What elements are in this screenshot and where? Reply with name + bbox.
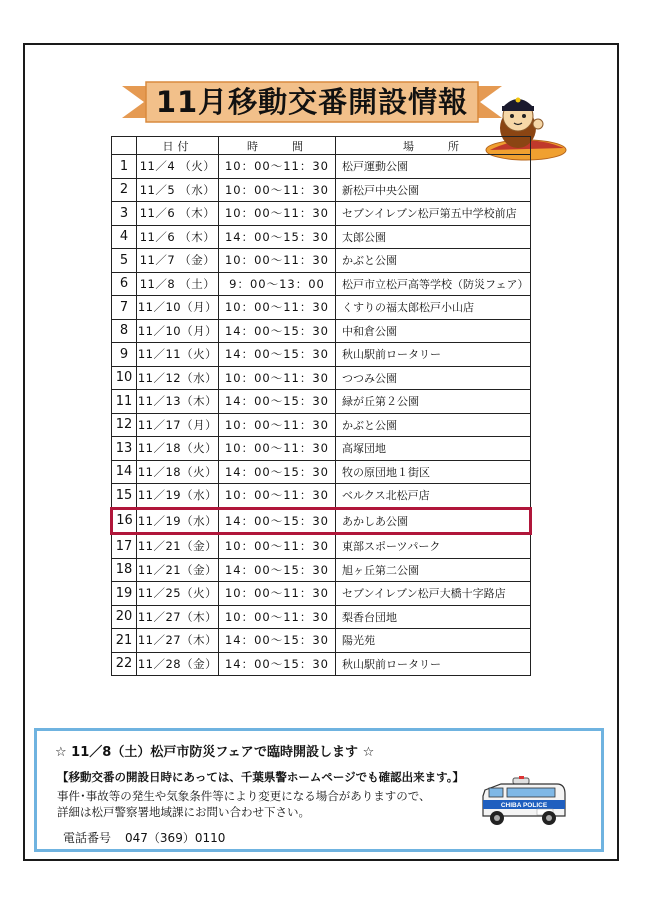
cell-no: 11	[112, 390, 137, 414]
cell-place: 松戸運動公園	[336, 155, 531, 179]
cell-time: 10：00～11：30	[219, 413, 336, 437]
cell-time: 10：00～11：30	[219, 155, 336, 179]
cell-time: 14：00～15：30	[219, 629, 336, 653]
cell-date: 11／21（金）	[137, 558, 219, 582]
cell-no: 21	[112, 629, 137, 653]
cell-no: 17	[112, 534, 137, 559]
cell-no: 10	[112, 366, 137, 390]
header-date: 日付	[137, 137, 219, 155]
cell-date: 11／21（金）	[137, 534, 219, 559]
cell-date: 11／17（月）	[137, 413, 219, 437]
table-row	[112, 582, 531, 606]
cell-place: 秋山駅前ロータリー	[336, 652, 531, 676]
cell-date: 11／6 （木）	[137, 202, 219, 226]
cell-place: つつみ公園	[336, 366, 531, 390]
cell-no: 19	[112, 582, 137, 606]
cell-time: 14：00～15：30	[219, 343, 336, 367]
table-row	[112, 343, 531, 367]
cell-time: 10：00～11：30	[219, 437, 336, 461]
cell-no: 1	[112, 155, 137, 179]
police-car-icon	[479, 776, 569, 832]
header-no	[112, 137, 137, 155]
cell-date: 11／19（水）	[137, 484, 219, 509]
table-row	[112, 390, 531, 414]
cell-no: 2	[112, 178, 137, 202]
cell-no: 4	[112, 225, 137, 249]
car-label: CHIBA POLICE	[500, 802, 548, 809]
cell-place: あかしあ公園	[336, 508, 531, 534]
table-header-row	[112, 137, 531, 155]
cell-date: 11／18（火）	[137, 437, 219, 461]
cell-time: 14：00～15：30	[219, 319, 336, 343]
cell-date: 11／7 （金）	[137, 249, 219, 273]
phone-label: 電話番号	[63, 831, 112, 845]
cell-place: 秋山駅前ロータリー	[336, 343, 531, 367]
cell-time: 14：00～15：30	[219, 558, 336, 582]
cell-time: 10：00～11：30	[219, 178, 336, 202]
cell-place: くすりの福太郎松戸小山店	[336, 296, 531, 320]
table-row	[112, 296, 531, 320]
cell-no: 13	[112, 437, 137, 461]
cell-date: 11／12（水）	[137, 366, 219, 390]
cell-place: 旭ヶ丘第二公園	[336, 558, 531, 582]
notice-headline: ☆ 11／8（土）松戸市防災フェアで臨時開設します ☆	[55, 745, 375, 760]
cell-no: 15	[112, 484, 137, 509]
cell-date: 11／10（月）	[137, 319, 219, 343]
cell-no: 5	[112, 249, 137, 273]
cell-date: 11／6 （木）	[137, 225, 219, 249]
cell-place: セブンイレブン松戸第五中学校前店	[336, 202, 531, 226]
cell-place: 太郎公園	[336, 225, 531, 249]
cell-time: 14：00～15：30	[219, 390, 336, 414]
cell-date: 11／27（木）	[137, 629, 219, 653]
cell-place: 新松戸中央公園	[336, 178, 531, 202]
cell-no: 3	[112, 202, 137, 226]
cell-date: 11／11（火）	[137, 343, 219, 367]
notice-box	[34, 728, 604, 852]
table-row	[112, 460, 531, 484]
cell-no: 8	[112, 319, 137, 343]
cell-no: 7	[112, 296, 137, 320]
cell-place: ベルクス北松戸店	[336, 484, 531, 509]
cell-date: 11／25（火）	[137, 582, 219, 606]
cell-time: 14：00～15：30	[219, 225, 336, 249]
table-row	[112, 249, 531, 273]
cell-time: 14：00～15：30	[219, 460, 336, 484]
table-row	[112, 534, 531, 559]
cell-place: 中和倉公園	[336, 319, 531, 343]
header-place: 場 所	[336, 137, 531, 155]
table-row	[112, 178, 531, 202]
cell-time: 14：00～15：30	[219, 652, 336, 676]
notice-line-website: 【移動交番の開設日時にあっては、千葉県警ホームページでも確認出来ます。】	[57, 770, 464, 784]
table-row	[112, 319, 531, 343]
table-row	[112, 437, 531, 461]
title-banner	[122, 80, 502, 124]
table-row	[112, 508, 531, 534]
table-row	[112, 652, 531, 676]
cell-time: 9：00～13：00	[219, 272, 336, 296]
schedule-table	[110, 136, 532, 676]
cell-time: 10：00～11：30	[219, 202, 336, 226]
cell-no: 12	[112, 413, 137, 437]
cell-place: セブンイレブン松戸大橋十字路店	[336, 582, 531, 606]
cell-date: 11／4 （火）	[137, 155, 219, 179]
cell-no: 16	[112, 508, 137, 534]
table-row	[112, 558, 531, 582]
cell-place: 緑が丘第２公園	[336, 390, 531, 414]
notice-line-contact: 詳細は松戸警察署地域課にお問い合わせ下さい。	[57, 805, 310, 819]
cell-time: 10：00～11：30	[219, 366, 336, 390]
cell-place: 梨香台団地	[336, 605, 531, 629]
table-row	[112, 272, 531, 296]
cell-no: 9	[112, 343, 137, 367]
table-row	[112, 605, 531, 629]
cell-no: 18	[112, 558, 137, 582]
table-row	[112, 629, 531, 653]
cell-place: かぶと公園	[336, 413, 531, 437]
cell-no: 6	[112, 272, 137, 296]
phone-info	[63, 829, 225, 846]
cell-place: 松戸市立松戸高等学校（防災フェア）	[336, 272, 531, 296]
table-row	[112, 484, 531, 509]
cell-time: 10：00～11：30	[219, 296, 336, 320]
cell-time: 10：00～11：30	[219, 534, 336, 559]
cell-date: 11／5 （水）	[137, 178, 219, 202]
cell-place: かぶと公園	[336, 249, 531, 273]
cell-place: 牧の原団地１街区	[336, 460, 531, 484]
notice-line-changes: 事件･事故等の発生や気象条件等により変更になる場合がありますので、	[57, 789, 431, 803]
cell-time: 10：00～11：30	[219, 605, 336, 629]
cell-date: 11／10（月）	[137, 296, 219, 320]
cell-no: 14	[112, 460, 137, 484]
phone-number: 047（369）0110	[125, 831, 226, 845]
cell-place: 陽光苑	[336, 629, 531, 653]
cell-place: 高塚団地	[336, 437, 531, 461]
cell-time: 10：00～11：30	[219, 582, 336, 606]
cell-date: 11／19（水）	[137, 508, 219, 534]
cell-place: 東部スポーツパーク	[336, 534, 531, 559]
cell-time: 14：00～15：30	[219, 508, 336, 534]
cell-time: 10：00～11：30	[219, 484, 336, 509]
table-row	[112, 225, 531, 249]
cell-date: 11／13（木）	[137, 390, 219, 414]
table-row	[112, 155, 531, 179]
table-row	[112, 366, 531, 390]
cell-date: 11／8 （土）	[137, 272, 219, 296]
cell-no: 22	[112, 652, 137, 676]
table-row	[112, 413, 531, 437]
table-row	[112, 202, 531, 226]
cell-no: 20	[112, 605, 137, 629]
cell-date: 11／27（木）	[137, 605, 219, 629]
cell-time: 10：00～11：30	[219, 249, 336, 273]
page-title: 11月移動交番開設情報	[155, 85, 469, 119]
header-time: 時 間	[219, 137, 336, 155]
cell-date: 11／18（火）	[137, 460, 219, 484]
cell-date: 11／28（金）	[137, 652, 219, 676]
